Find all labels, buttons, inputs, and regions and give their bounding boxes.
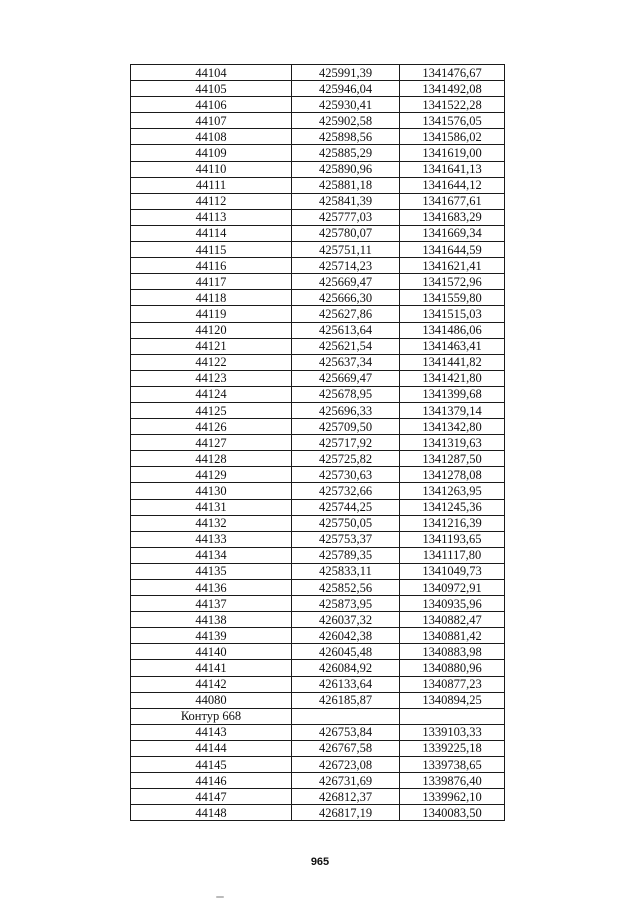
y-coordinate-cell: 1339738,65 <box>400 757 505 773</box>
x-coordinate-cell: 425637,34 <box>292 354 400 370</box>
x-coordinate-cell: 426817,19 <box>292 805 400 821</box>
point-number-cell: 44133 <box>131 531 292 547</box>
x-coordinate-cell: 425833,11 <box>292 563 400 579</box>
point-number-cell: 44125 <box>131 402 292 418</box>
x-coordinate-cell <box>292 708 400 724</box>
table-row <box>131 258 505 274</box>
x-coordinate-cell: 425613,64 <box>292 322 400 338</box>
y-coordinate-cell: 1341319,63 <box>400 435 505 451</box>
x-coordinate-cell: 425881,18 <box>292 177 400 193</box>
table-row <box>131 322 505 338</box>
coordinates-table <box>130 64 505 821</box>
point-number-cell: 44145 <box>131 757 292 773</box>
point-number-cell: 44115 <box>131 242 292 258</box>
y-coordinate-cell: 1341399,68 <box>400 386 505 402</box>
x-coordinate-cell: 425627,86 <box>292 306 400 322</box>
point-number-cell: 44146 <box>131 773 292 789</box>
x-coordinate-cell: 426731,69 <box>292 773 400 789</box>
x-coordinate-cell: 425753,37 <box>292 531 400 547</box>
y-coordinate-cell: 1341379,14 <box>400 402 505 418</box>
point-number-cell: 44127 <box>131 435 292 451</box>
point-number-cell: 44147 <box>131 789 292 805</box>
point-number-cell: 44136 <box>131 580 292 596</box>
point-number-cell: 44119 <box>131 306 292 322</box>
x-coordinate-cell: 425732,66 <box>292 483 400 499</box>
x-coordinate-cell: 426037,32 <box>292 612 400 628</box>
y-coordinate-cell: 1340883,98 <box>400 644 505 660</box>
x-coordinate-cell: 425885,29 <box>292 145 400 161</box>
y-coordinate-cell: 1341559,80 <box>400 290 505 306</box>
y-coordinate-cell: 1341463,41 <box>400 338 505 354</box>
point-number-cell: 44104 <box>131 65 292 81</box>
x-coordinate-cell: 425991,39 <box>292 65 400 81</box>
table-row <box>131 563 505 579</box>
y-coordinate-cell: 1341572,96 <box>400 274 505 290</box>
contour-label-cell: Контур 668 <box>131 708 292 724</box>
scan-speck <box>216 896 224 898</box>
point-number-cell: 44114 <box>131 225 292 241</box>
table-row <box>131 306 505 322</box>
x-coordinate-cell: 425789,35 <box>292 547 400 563</box>
point-number-cell: 44121 <box>131 338 292 354</box>
point-number-cell: 44126 <box>131 419 292 435</box>
y-coordinate-cell: 1341621,41 <box>400 258 505 274</box>
table-row <box>131 515 505 531</box>
table-row <box>131 531 505 547</box>
y-coordinate-cell: 1341342,80 <box>400 419 505 435</box>
x-coordinate-cell: 426723,08 <box>292 757 400 773</box>
x-coordinate-cell: 425873,95 <box>292 596 400 612</box>
y-coordinate-cell: 1340882,47 <box>400 612 505 628</box>
point-number-cell: 44148 <box>131 805 292 821</box>
x-coordinate-cell: 425730,63 <box>292 467 400 483</box>
table-row <box>131 773 505 789</box>
y-coordinate-cell: 1340894,25 <box>400 692 505 708</box>
table-row <box>131 483 505 499</box>
y-coordinate-cell: 1341049,73 <box>400 563 505 579</box>
point-number-cell: 44080 <box>131 692 292 708</box>
x-coordinate-cell: 426084,92 <box>292 660 400 676</box>
y-coordinate-cell: 1341278,08 <box>400 467 505 483</box>
contour-header-row <box>131 708 505 724</box>
table-row <box>131 419 505 435</box>
y-coordinate-cell: 1341522,28 <box>400 97 505 113</box>
table-row <box>131 692 505 708</box>
x-coordinate-cell: 426812,37 <box>292 789 400 805</box>
y-coordinate-cell: 1340972,91 <box>400 580 505 596</box>
table-row <box>131 370 505 386</box>
table-row <box>131 628 505 644</box>
table-row <box>131 97 505 113</box>
x-coordinate-cell: 425678,95 <box>292 386 400 402</box>
point-number-cell: 44134 <box>131 547 292 563</box>
y-coordinate-cell: 1341476,67 <box>400 65 505 81</box>
y-coordinate-cell: 1341619,00 <box>400 145 505 161</box>
point-number-cell: 44138 <box>131 612 292 628</box>
x-coordinate-cell: 425946,04 <box>292 81 400 97</box>
table-row <box>131 644 505 660</box>
point-number-cell: 44132 <box>131 515 292 531</box>
table-row <box>131 274 505 290</box>
table-row <box>131 386 505 402</box>
x-coordinate-cell: 425621,54 <box>292 338 400 354</box>
point-number-cell: 44118 <box>131 290 292 306</box>
table-row <box>131 177 505 193</box>
point-number-cell: 44144 <box>131 740 292 756</box>
x-coordinate-cell: 425930,41 <box>292 97 400 113</box>
table-row <box>131 467 505 483</box>
table-row <box>131 499 505 515</box>
point-number-cell: 44124 <box>131 386 292 402</box>
table-row <box>131 161 505 177</box>
table-row <box>131 660 505 676</box>
table-row <box>131 789 505 805</box>
y-coordinate-cell: 1339225,18 <box>400 740 505 756</box>
point-number-cell: 44140 <box>131 644 292 660</box>
point-number-cell: 44107 <box>131 113 292 129</box>
y-coordinate-cell: 1341486,06 <box>400 322 505 338</box>
y-coordinate-cell: 1340881,42 <box>400 628 505 644</box>
x-coordinate-cell: 425669,47 <box>292 274 400 290</box>
point-number-cell: 44117 <box>131 274 292 290</box>
table-row <box>131 290 505 306</box>
table-row <box>131 129 505 145</box>
point-number-cell: 44139 <box>131 628 292 644</box>
x-coordinate-cell: 426045,48 <box>292 644 400 660</box>
x-coordinate-cell: 425725,82 <box>292 451 400 467</box>
x-coordinate-cell: 425898,56 <box>292 129 400 145</box>
x-coordinate-cell: 425777,03 <box>292 209 400 225</box>
point-number-cell: 44122 <box>131 354 292 370</box>
table-row <box>131 596 505 612</box>
point-number-cell: 44112 <box>131 193 292 209</box>
table-row <box>131 580 505 596</box>
y-coordinate-cell: 1341421,80 <box>400 370 505 386</box>
table-row <box>131 338 505 354</box>
table-row <box>131 113 505 129</box>
x-coordinate-cell: 426753,84 <box>292 724 400 740</box>
x-coordinate-cell: 425669,47 <box>292 370 400 386</box>
point-number-cell: 44109 <box>131 145 292 161</box>
y-coordinate-cell: 1341515,03 <box>400 306 505 322</box>
table-row <box>131 81 505 97</box>
y-coordinate-cell: 1341644,59 <box>400 242 505 258</box>
x-coordinate-cell: 425902,58 <box>292 113 400 129</box>
y-coordinate-cell: 1341576,05 <box>400 113 505 129</box>
table-row <box>131 757 505 773</box>
x-coordinate-cell: 425714,23 <box>292 258 400 274</box>
x-coordinate-cell: 425852,56 <box>292 580 400 596</box>
table-row <box>131 242 505 258</box>
table-row <box>131 193 505 209</box>
table-row <box>131 402 505 418</box>
point-number-cell: 44137 <box>131 596 292 612</box>
point-number-cell: 44116 <box>131 258 292 274</box>
y-coordinate-cell: 1341586,02 <box>400 129 505 145</box>
y-coordinate-cell: 1341677,61 <box>400 193 505 209</box>
x-coordinate-cell: 425717,92 <box>292 435 400 451</box>
y-coordinate-cell: 1341193,65 <box>400 531 505 547</box>
table-row <box>131 740 505 756</box>
point-number-cell: 44106 <box>131 97 292 113</box>
point-number-cell: 44110 <box>131 161 292 177</box>
y-coordinate-cell: 1341492,08 <box>400 81 505 97</box>
coordinates-table-body <box>131 65 505 821</box>
point-number-cell: 44141 <box>131 660 292 676</box>
table-row <box>131 225 505 241</box>
table-row <box>131 209 505 225</box>
point-number-cell: 44105 <box>131 81 292 97</box>
x-coordinate-cell: 425751,11 <box>292 242 400 258</box>
point-number-cell: 44142 <box>131 676 292 692</box>
table-row <box>131 145 505 161</box>
page-number: 965 <box>310 856 330 868</box>
point-number-cell: 44135 <box>131 563 292 579</box>
x-coordinate-cell: 425890,96 <box>292 161 400 177</box>
table-row <box>131 435 505 451</box>
point-number-cell: 44129 <box>131 467 292 483</box>
y-coordinate-cell: 1339876,40 <box>400 773 505 789</box>
y-coordinate-cell: 1341683,29 <box>400 209 505 225</box>
y-coordinate-cell: 1339962,10 <box>400 789 505 805</box>
point-number-cell: 44128 <box>131 451 292 467</box>
y-coordinate-cell: 1340935,96 <box>400 596 505 612</box>
x-coordinate-cell: 425750,05 <box>292 515 400 531</box>
table-row <box>131 547 505 563</box>
point-number-cell: 44130 <box>131 483 292 499</box>
y-coordinate-cell: 1341263,95 <box>400 483 505 499</box>
table-row <box>131 612 505 628</box>
x-coordinate-cell: 426133,64 <box>292 676 400 692</box>
table-row <box>131 65 505 81</box>
point-number-cell: 44108 <box>131 129 292 145</box>
y-coordinate-cell: 1341117,80 <box>400 547 505 563</box>
table-row <box>131 805 505 821</box>
x-coordinate-cell: 425709,50 <box>292 419 400 435</box>
table-row <box>131 451 505 467</box>
y-coordinate-cell: 1340877,23 <box>400 676 505 692</box>
point-number-cell: 44131 <box>131 499 292 515</box>
y-coordinate-cell: 1341287,50 <box>400 451 505 467</box>
y-coordinate-cell: 1341245,36 <box>400 499 505 515</box>
x-coordinate-cell: 425666,30 <box>292 290 400 306</box>
table-row <box>131 724 505 740</box>
y-coordinate-cell: 1341644,12 <box>400 177 505 193</box>
y-coordinate-cell: 1340083,50 <box>400 805 505 821</box>
point-number-cell: 44143 <box>131 724 292 740</box>
y-coordinate-cell: 1339103,33 <box>400 724 505 740</box>
y-coordinate-cell: 1341441,82 <box>400 354 505 370</box>
x-coordinate-cell: 425841,39 <box>292 193 400 209</box>
x-coordinate-cell: 425780,07 <box>292 225 400 241</box>
x-coordinate-cell: 426185,87 <box>292 692 400 708</box>
table-row <box>131 354 505 370</box>
point-number-cell: 44120 <box>131 322 292 338</box>
point-number-cell: 44111 <box>131 177 292 193</box>
y-coordinate-cell: 1340880,96 <box>400 660 505 676</box>
y-coordinate-cell: 1341641,13 <box>400 161 505 177</box>
point-number-cell: 44123 <box>131 370 292 386</box>
y-coordinate-cell: 1341669,34 <box>400 225 505 241</box>
x-coordinate-cell: 425696,33 <box>292 402 400 418</box>
x-coordinate-cell: 426042,38 <box>292 628 400 644</box>
y-coordinate-cell <box>400 708 505 724</box>
table-row <box>131 676 505 692</box>
y-coordinate-cell: 1341216,39 <box>400 515 505 531</box>
x-coordinate-cell: 426767,58 <box>292 740 400 756</box>
x-coordinate-cell: 425744,25 <box>292 499 400 515</box>
point-number-cell: 44113 <box>131 209 292 225</box>
